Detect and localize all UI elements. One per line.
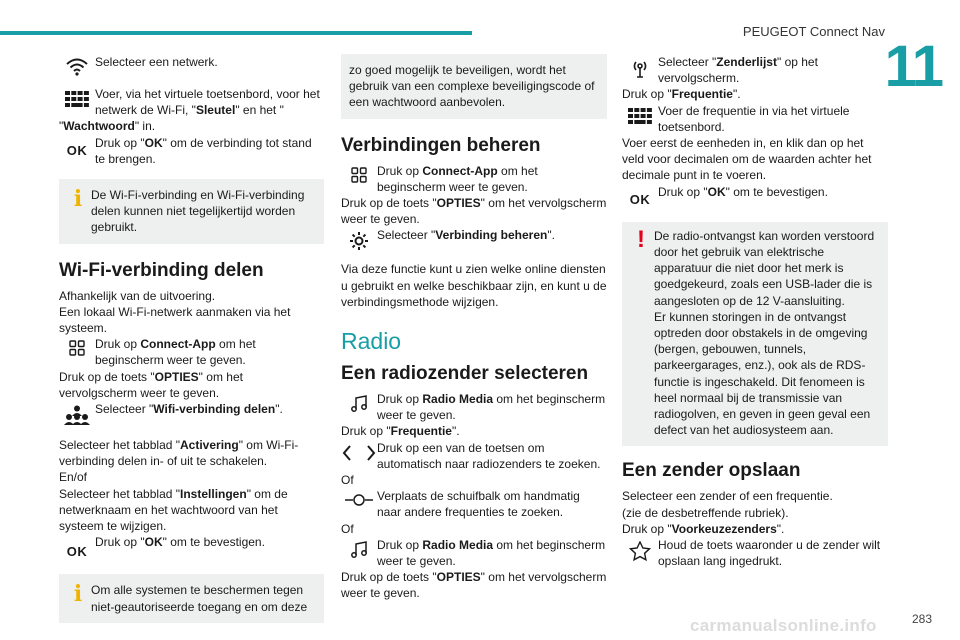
section-heading-save-station: Een zender opslaan [622, 460, 801, 482]
info-note: i De Wi-Fi-verbinding en Wi-Fi-verbinding delen kunnen niet tegelijkertijd worden gebruikt. [59, 179, 324, 244]
step-auto-seek: Druk op een van de toetsen om automatisch naar radiozenders te zoeken. [341, 440, 607, 472]
step-connect-app: Druk op Connect-App om het beginscherm weer te geven. [59, 336, 324, 368]
info-note-security: i Om alle systemen te beschermen tegen niet-geautoriseerde toegang en om deze [59, 574, 324, 622]
ok-key-icon: OK [629, 191, 651, 207]
keyboard-icon [622, 103, 658, 127]
settings-gear-icon [341, 227, 377, 251]
section-heading-wifi-sharing: Wi-Fi-verbinding delen [59, 259, 264, 281]
page-number: 283 [911, 612, 932, 626]
chapter-number: 11 [884, 34, 942, 99]
warning-note: ! De radio-ontvangst kan worden verstoord door het gebruik van elektrische apparatuur die niet door het merk is goedgekeurd, zoals een USB-lader die is aangesloten op de 12 V-aansluiting. Er kunnen storingen in de ontvangst optreden door obstakels in de omgeving (bergen, gebouwen, tunnels, parkeergarages, enz.), ook als de RDS-functie is ingeschakeld. Dit fenomeen is heel normaal bij de transmissie van radiogolven, en geven in geen geval een defect van het audiosysteem aan. [622, 222, 888, 447]
users-group-icon [59, 401, 95, 427]
step-enter-key: Voer, via het virtuele toetsenbord, voor het netwerk de Wi-Fi, "Sleutel" en het " [59, 86, 324, 118]
keyboard-icon [59, 86, 95, 110]
step-radio-media: Druk op Radio Media om het beginscherm weer te geven. [341, 391, 607, 423]
info-icon: i [73, 581, 83, 608]
chapter-heading-radio: Radio [341, 328, 402, 355]
apps-grid-icon [59, 336, 95, 356]
ok-key-icon: OK [66, 142, 88, 158]
music-note-icon [341, 537, 377, 559]
step-station-list: Selecteer "Zenderlijst" op het vervolgscherm. [622, 54, 888, 86]
step-connect-app-2: Druk op Connect-App om het beginscherm weer te geven. [341, 163, 607, 195]
step-manage-connection: Selecteer "Verbinding beheren". [341, 227, 607, 251]
warning-icon: ! [637, 225, 645, 253]
section-heading-select-station: Een radiozender selecteren [341, 363, 589, 385]
step-long-press: Houd de toets waaronder u de zender wilt opslaan lang ingedrukt. [622, 537, 888, 569]
info-icon: i [73, 186, 83, 213]
step-ok-confirm-3: OK Druk op "OK" om te bevestigen. [629, 184, 828, 207]
seek-arrows-icon [341, 440, 377, 462]
info-note-continued: zo goed mogelijk te beveiligen, wordt het gebruik van een complexe beveiligingscode of een wachtwoord aanbevolen. [341, 54, 607, 119]
running-header: PEUGEOT Connect Nav [742, 24, 885, 39]
step-select-network: Selecteer een netwerk. [59, 54, 324, 76]
header-accent-bar [0, 31, 472, 35]
column-3: Selecteer "Zenderlijst" op het vervolgscherm. Druk op "Frequentie". Voer de frequentie in via het virtuele toetsenbord. Voer eerst de eenheden in, en klik dan op het veld voor decimalen om de waarden achter het decimale punt in te voeren. OK Druk op "OK" om te bevestigen. ! De radio-ontvangst kan worden verstoord door het gebruik van elektrische apparatuur die niet door het merk is goedgekeurd, zoals een USB-lader die is aangesloten op de 12 V-aansluiting. Er kunnen storingen in de ontvangst optreden door obstakels in de omgeving (bergen, gebouwen, tunnels, parkeergarages, enz.), ook als de RDS-functie is ingeschakeld. Dit fenomeen is heel normaal bij de transmissie van radiogolven, en geven in geen geval een defect van het audiosysteem aan. Een zender opslaan Selecteer een zender of een frequentie. (zie de desbetreffende rubriek). Druk op "Voorkeuzezenders". Houd de toets waaronder u de zender wilt opslaan lang ingedrukt. [622, 54, 888, 569]
radio-station-icon [622, 54, 658, 78]
section-heading-manage-connections: Verbindingen beheren [341, 134, 541, 156]
step-enter-frequency: Voer de frequentie in via het virtuele toetsenbord. [622, 103, 888, 135]
wifi-icon [59, 54, 95, 76]
step-ok-connect: OK Druk op "OK" om de verbinding tot stand te brengen. [66, 135, 312, 166]
slider-icon [341, 488, 377, 508]
watermark: carmanualsonline.info [690, 616, 877, 635]
step-select-sharing: Selecteer "Wifi-verbinding delen". [59, 401, 324, 427]
column-2: zo goed mogelijk te beveiligen, wordt het gebruik van een complexe beveiligingscode of een wachtwoord aanbevolen. Verbindingen beheren Druk op Connect-App om het beginscherm weer te geven. Druk op de toets "OPTIES" om het vervolgscherm weer te geven. Selecteer "Verbinding beheren". Via deze functie kunt u zien welke online diensten u gebruikt en welke beschikbaar zijn, en kunt u de verbindingsmethode wijzigen. Radio Een radiozender selecteren Druk op Radio Media om het beginscherm weer te geven. Druk op "Frequentie". Druk op een van de toetsen om automatisch naar radiozenders te zoeken. Of Verplaats de schuifbalk om handmatig naar andere frequenties te zoeken. Of Druk op Radio Media om het beginscherm weer te geven. Druk op de toets "OPTIES" om het vervolgscherm weer te geven. [341, 54, 607, 602]
step-ok-confirm: OK Druk op "OK" om te bevestigen. [66, 535, 265, 560]
step-radio-media-2: Druk op Radio Media om het beginscherm weer te geven. [341, 537, 607, 569]
step-slider: Verplaats de schuifbalk om handmatig naar andere frequenties te zoeken. [341, 488, 607, 520]
column-1: Selecteer een netwerk. Voer, via het virtuele toetsenbord, voor het netwerk de Wi-Fi, "Sleutel" en het " "Wachtwoord" in. OK Druk op "OK" om de verbinding tot stand te brengen. i De Wi-Fi-verbinding en Wi-Fi-verbinding delen kunnen niet tegelijkertijd worden gebruikt. Wi-Fi-verbinding delen Afhankelijk van de uitvoering. Een lokaal Wi-Fi-netwerk aanmaken via het systeem. Druk op Connect-App om het beginscherm weer te geven. Druk op de toets "OPTIES" om het vervolgscherm weer te geven. Selecteer "Wifi-verbinding delen". Selecteer het tabblad "Activering" om Wi-Fi-verbinding delen in- of uit te schakelen. En/of Selecteer het tabblad "Instellingen" om de netwerknaam en het wachtwoord van het systeem te wijzigen. OK Druk op "OK" om te bevestigen. i Om alle systemen te beschermen tegen niet-geautoriseerde toegang en om deze [59, 54, 324, 633]
music-note-icon [341, 391, 377, 413]
apps-grid-icon [341, 163, 377, 183]
ok-key-icon: OK [66, 544, 88, 560]
star-preset-icon [622, 537, 658, 561]
